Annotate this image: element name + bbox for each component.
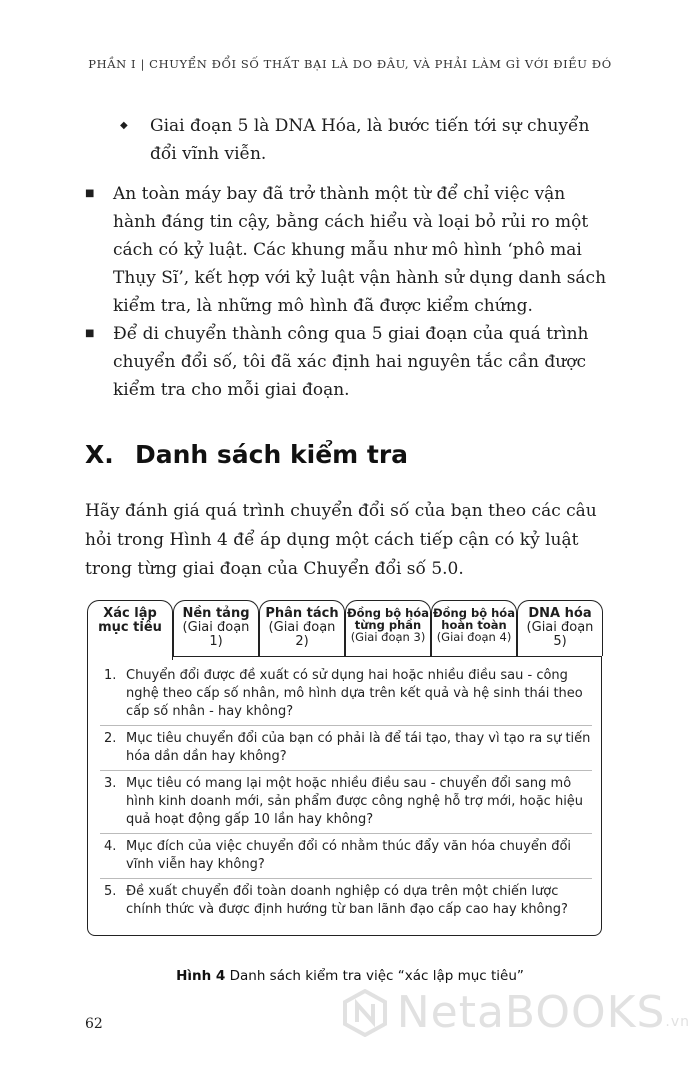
square-bullet-icon: ■ [85,328,95,339]
item-text: Mục tiêu chuyển đổi của bạn có phải là để tái tạo, thay vì tạo ra sự tiến hóa dần dần hay không? [126,731,591,764]
section-title: Danh sách kiểm tra [135,440,409,469]
tab-label: Phân tách [265,606,339,621]
list-item [100,879,592,923]
item-number: 2. [104,731,117,746]
watermark-suffix: .vn [665,1014,690,1030]
page-number: 62 [85,1016,103,1032]
item-number: 4. [104,839,117,854]
tab-sublabel: mục tiêu [98,620,162,635]
item-text: Mục đích của việc chuyển đổi có nhằm thúc đẩy văn hóa chuyển đổi vĩnh viễn hay không? [126,839,572,872]
square-bullet-icon: ■ [85,188,95,199]
diamond-bullet-icon: ◆ [120,120,128,131]
tab-sublabel: (Giai đoạn 5) [526,620,594,649]
netabooks-logo-icon [341,989,389,1037]
checklist-panel [87,656,602,936]
tab-stage-3 [345,600,431,656]
item-number: 5. [104,884,117,899]
sub-bullet-text: Giai đoạn 5 là DNA Hóa, là bước tiến tới sự chuyển đổi vĩnh viễn. [150,116,590,164]
tab-label: DNA hóa [528,606,592,621]
tab-stage-1 [173,600,259,656]
tab-sublabel: (Giai đoạn 3) [350,630,426,644]
tab-stage-5 [517,600,603,656]
publisher-watermark [341,987,690,1038]
tab-stage-2 [259,600,345,656]
bullet-text: An toàn máy bay đã trở thành một từ để chỉ việc vận hành đáng tin cậy, bằng cách hiểu và loại bỏ rủi ro một cách có kỷ luật. Các khung mẫu như mô hình ‘phô mai Thụy Sĩ’, kết hợp với kỷ luật vận hành sử dụng danh sách kiểm tra, là những mô hình đã được kiểm chứng. [113,184,607,316]
item-text: Chuyển đổi được đề xuất có sử dụng hai hoặc nhiều điều sau - công nghệ theo cấp số nhân, mô hình dựa trên kết quả và hệ sinh thái theo cấp số nhân - hay không? [126,668,583,719]
list-item [100,663,592,726]
tab-goal-setting [87,600,173,660]
caption-label: Hình 4 [176,968,226,984]
item-text: Mục tiêu có mang lại một hoặc nhiều điều sau - chuyển đổi sang mô hình kinh doanh mới, sản phẩm được công nghệ hỗ trợ mới, hoặc hiệu quả hoạt động gấp 10 lần hay không? [126,776,584,827]
running-header: PHẦN I | CHUYỂN ĐỔI SỐ THẤT BẠI LÀ DO ĐÂU, VÀ PHẢI LÀM GÌ VỚI ĐIỀU ĐÓ [88,57,612,71]
figure-caption [0,968,700,984]
intro-paragraph: Hãy đánh giá quá trình chuyển đổi số của bạn theo các câu hỏi trong Hình 4 để áp dụng một cách tiếp cận có kỷ luật trong từng giai đoạn của Chuyển đổi số 5.0. [85,501,597,579]
tab-sublabel: (Giai đoạn 1) [182,620,250,649]
caption-text: Danh sách kiểm tra việc “xác lập mục tiêu” [229,968,524,984]
checklist [100,663,592,923]
tab-sublabel: (Giai đoạn 2) [268,620,336,649]
tab-label: Nền tảng [182,606,250,621]
list-item [100,834,592,879]
list-item [100,771,592,834]
tab-label: Xác lập [103,606,157,621]
tab-label: Đồng bộ hóa từng phần [347,606,429,632]
watermark-text: NetaBOOKS [396,987,666,1038]
tab-sublabel: (Giai đoạn 4) [436,630,512,644]
item-number: 3. [104,776,117,791]
item-text: Đề xuất chuyển đổi toàn doanh nghiệp có dựa trên một chiến lược chính thức và được định hướng từ ban lãnh đạo cấp cao hay không? [126,884,568,917]
bullet-text: Để di chuyển thành công qua 5 giai đoạn của quá trình chuyển đổi số, tôi đã xác định hai nguyên tắc cần được kiểm tra cho mỗi giai đoạn. [113,324,589,400]
checklist-figure [80,600,620,945]
list-item [100,726,592,771]
section-number: X. [85,440,114,469]
section-heading [85,440,408,469]
tab-stage-4 [431,600,517,656]
tab-label: Đồng bộ hóa hoàn toàn [433,606,515,632]
item-number: 1. [104,668,117,683]
